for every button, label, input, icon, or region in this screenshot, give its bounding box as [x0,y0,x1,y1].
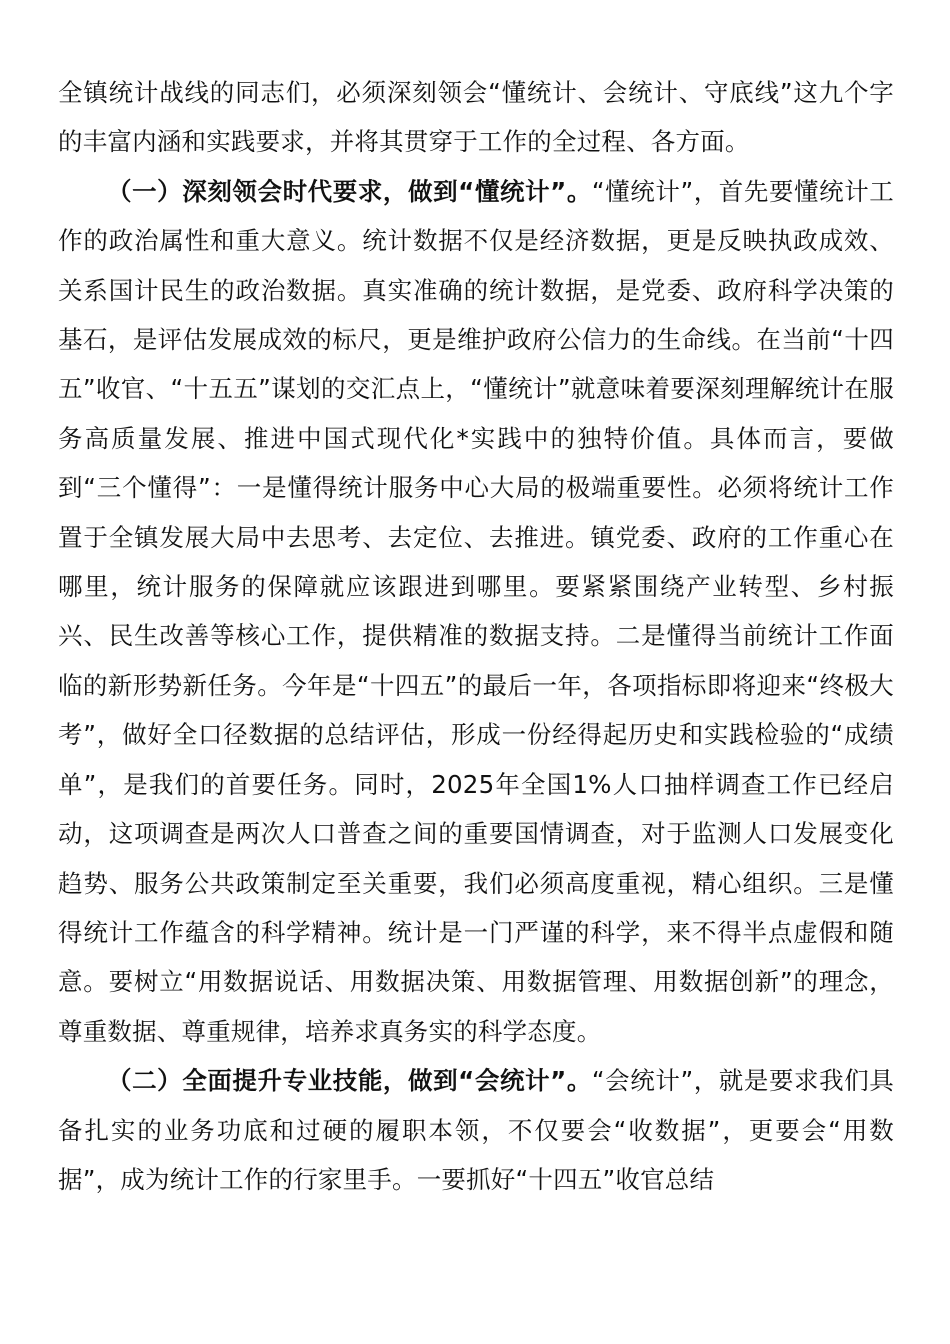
section-one-text: “懂统计”，首先要懂统计工作的政治属性和重大意义。统计数据不仅是经济数据，更是反映执政成效、关系国计民生的政治数据。真实准确的统计数据，是党委、政府科学决策的基石，是评估发展成效的标尺，更是维护政府公信力的生命线。在当前“十四五”收官、“十五五”谋划的交汇点上，“懂统计”就意味着要深刻理解统计在服务高质量发展、推进中国式现代化*实践中的独特价值。具体而言，要做到“三个懂得”：一是懂得统计服务中心大局的极端重要性。必须将统计工作置于全镇发展大局中去思考、去定位、去推进。镇党委、政府的工作重心在哪里，统计服务的保障就应该跟进到哪里。要紧紧围绕产业转型、乡村振兴、民生改善等核心工作，提供精准的数据支持。二是懂得当前统计工作面临的新形势新任务。今年是“十四五”的最后一年，各项指标即将迎来“终极大考”，做好全口径数据的总结评估，形成一份经得起历史和实践检验的“成绩单”，是我们的首要任务。同时，2025年全国1%人口抽样调查工作已经启动，这项调查是两次人口普查之间的重要国情调查，对于监测人口发展变化趋势、服务公共政策制定至关重要，我们必须高度重视，精心组织。三是懂得统计工作蕴含的科学精神。统计是一门严谨的科学，来不得半点虚假和随意。要树立“用数据说话、用数据决策、用数据管理、用数据创新”的理念，尊重数据、尊重规律，培养求真务实的科学态度。 [58,176,895,1046]
section-two-paragraph [58,1056,894,1204]
document-body [58,68,894,1204]
section-one-paragraph [58,167,894,1056]
intro-paragraph [58,68,894,167]
section-one-heading: （一）深刻领会时代要求，做到“懂统计”。 [107,176,592,206]
section-two-text: “会统计”，就是要求我们具备扎实的业务功底和过硬的履职本领，不仅要会“收数据”，更要会“用数据”，成为统计工作的行家里手。一要抓好“十四五”收官总结 [58,1066,895,1194]
section-two-heading: （二）全面提升专业技能，做到“会统计”。 [107,1066,592,1096]
intro-paragraph-text: 全镇统计战线的同志们，必须深刻领会“懂统计、会统计、守底线”这九个字的丰富内涵和实践要求，并将其贯穿于工作的全过程、各方面。 [58,78,894,157]
